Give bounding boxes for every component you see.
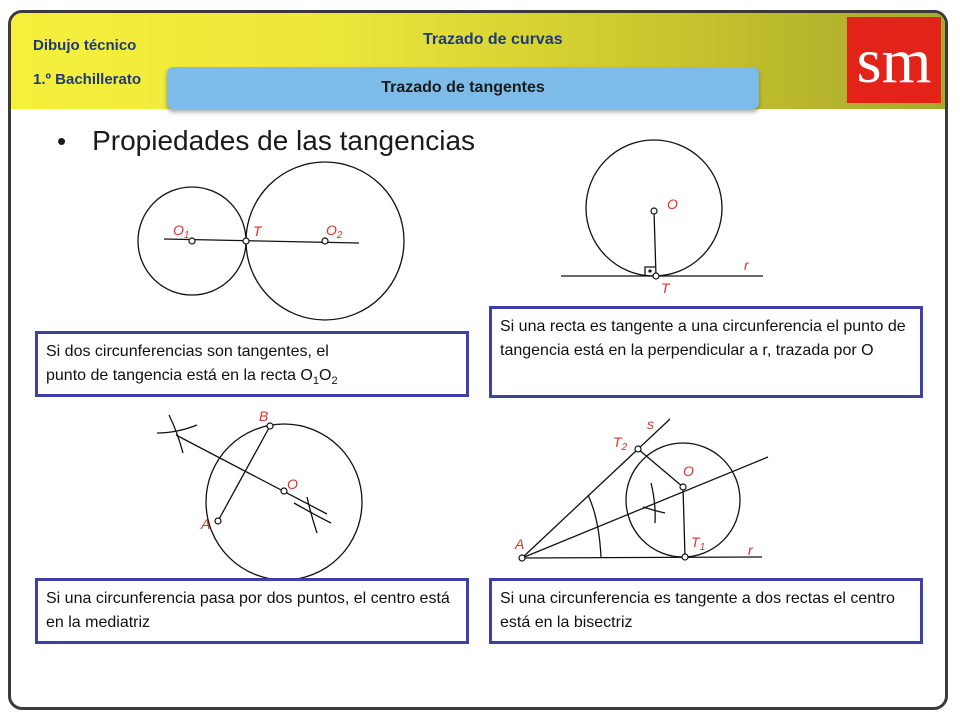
point-t	[243, 238, 249, 244]
caption-line-1: Si dos circunferencias son tangentes, el	[46, 343, 329, 360]
chord-ab	[218, 426, 270, 521]
label-o1: $O_1$	[173, 222, 190, 241]
radius-o-t2	[638, 449, 683, 487]
point-t2	[635, 446, 641, 452]
caption-box-tangent-line	[489, 306, 923, 398]
caption-line-2: punto de tangencia está en la recta $O_1O_2$	[46, 367, 338, 388]
logo-text: sm	[856, 25, 932, 96]
point-t	[653, 273, 659, 279]
label-r: r	[748, 542, 753, 558]
line-s	[522, 419, 670, 558]
caption-box-two-points	[35, 578, 469, 644]
label-o: O	[287, 476, 298, 492]
label-b: B	[259, 408, 269, 424]
label-t: T	[253, 223, 262, 239]
arc-mark-top-b	[157, 425, 197, 433]
label-a: A	[201, 516, 211, 532]
point-o	[651, 208, 657, 214]
caption-box-two-lines	[489, 578, 923, 644]
point-a	[215, 518, 221, 524]
diagram-tangent-circles	[138, 162, 404, 320]
slide-frame	[8, 10, 948, 710]
arc-mark-bisector-a	[651, 483, 655, 523]
label-t: T	[661, 280, 670, 296]
point-o2	[322, 238, 328, 244]
label-o2: $O_2$	[326, 222, 343, 241]
arc-mark-bisector-b	[643, 507, 665, 513]
label-r: r	[744, 257, 749, 273]
label-t1: $T_1$	[691, 534, 706, 553]
point-o1	[189, 238, 195, 244]
perpendicular-bisector	[176, 435, 327, 514]
point-a	[519, 555, 525, 561]
caption-text: Si una circunferencia pasa por dos puntos, el centro está en la mediatriz	[46, 590, 450, 631]
diagram-two-lines	[514, 416, 768, 561]
slide-title-text: Propiedades de las tangencias	[92, 125, 476, 156]
subtopic-title: Trazado de tangentes	[381, 79, 545, 96]
caption-text: Si una circunferencia es tangente a dos rectas el centro está en la bisectriz	[500, 590, 895, 631]
course-label: 1.º Bachillerato	[33, 71, 142, 88]
right-angle-dot	[648, 269, 651, 272]
line-r	[522, 557, 762, 558]
label-a: A	[515, 536, 525, 552]
caption-box-tangent-circles	[35, 331, 469, 397]
label-o: O	[683, 463, 694, 479]
arc-mark-top-a	[169, 415, 183, 453]
label-t2: $T_2$	[613, 434, 628, 453]
circle-through-ab	[206, 424, 362, 580]
label-o: O	[667, 196, 678, 212]
bullet-icon: •	[57, 125, 67, 156]
diagram-two-points	[157, 408, 362, 580]
point-o	[680, 484, 686, 490]
radius-o-t1	[683, 487, 685, 557]
perpendicular-ot	[654, 211, 656, 276]
topic-title: Trazado de curvas	[423, 31, 563, 48]
point-t1	[682, 554, 688, 560]
diagram-tangent-line	[561, 140, 763, 296]
label-s: s	[647, 416, 654, 432]
caption-text: Si una recta es tangente a una circunferencia el punto de tangencia está en la perpendicular a r, trazada por O	[500, 318, 906, 359]
subject-label: Dibujo técnico	[33, 37, 137, 54]
